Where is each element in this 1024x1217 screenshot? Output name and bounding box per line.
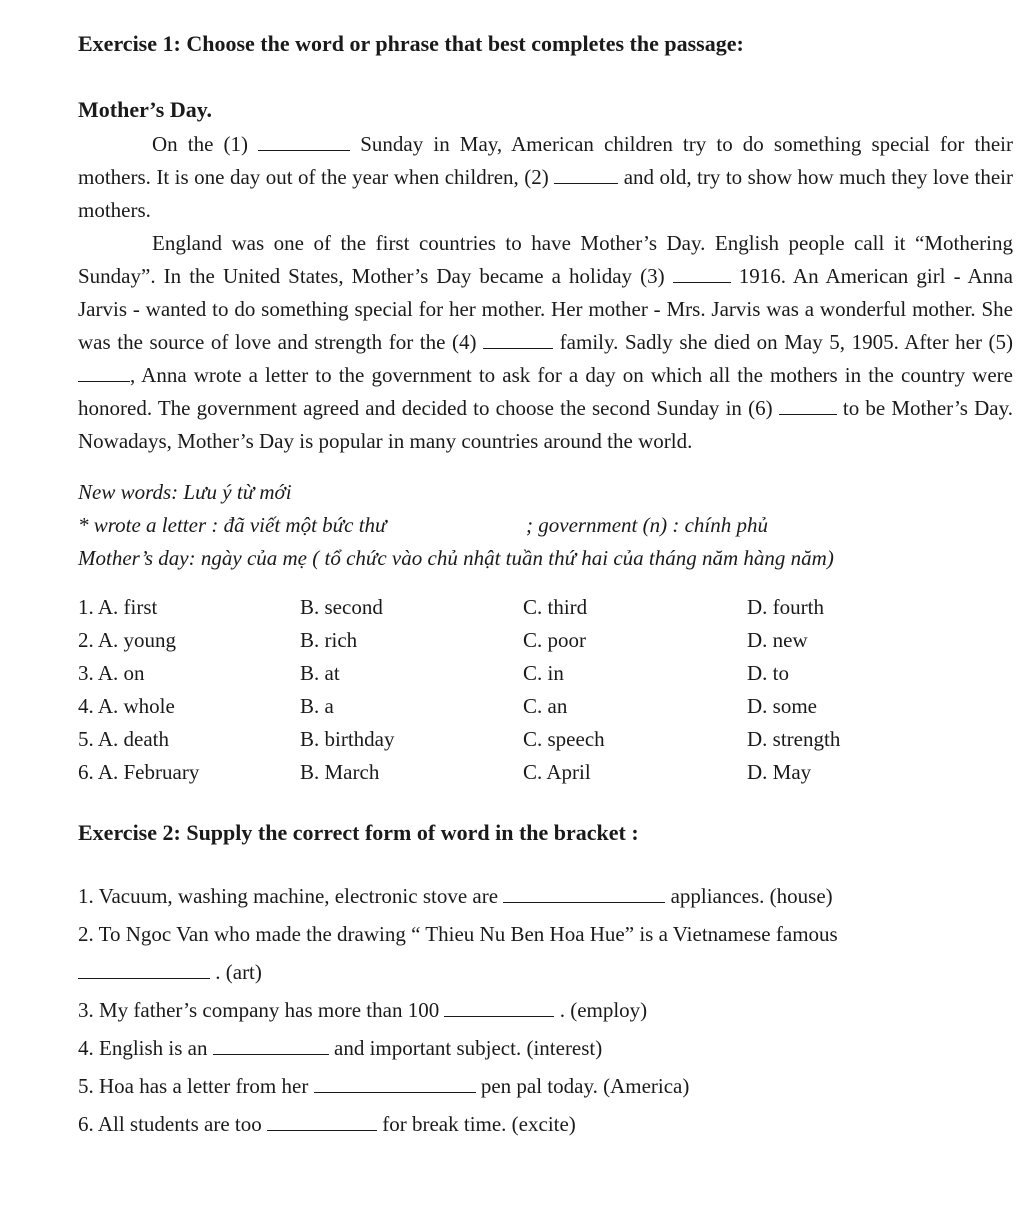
p2-text-b: 1916. An American girl - Anna Jarvis - wanted to do something special for her mother. Her mother - Mrs. Jarvis was a wonderful mother. She was the source of love and strength for the (4) — [78, 264, 1013, 354]
answer-options — [78, 591, 1013, 789]
blank-6[interactable] — [779, 396, 837, 415]
option-d[interactable]: D. some — [747, 694, 817, 718]
option-b[interactable]: B. rich — [300, 628, 358, 652]
option-row — [78, 657, 1013, 690]
new-words-heading: New words: Lưu ý từ mới — [78, 480, 292, 504]
option-b[interactable]: B. second — [300, 595, 383, 619]
option-a[interactable]: 6. A. February — [78, 760, 200, 784]
question-4 — [78, 1029, 1013, 1067]
blank-5[interactable] — [78, 363, 130, 382]
q6-text: 6. All students are too — [78, 1112, 267, 1136]
question-2 — [78, 915, 1013, 991]
option-a[interactable]: 4. A. whole — [78, 694, 175, 718]
exercise2-section — [78, 811, 1013, 1143]
question-3 — [78, 991, 1013, 1029]
blank-3[interactable] — [673, 264, 731, 283]
option-b[interactable]: B. birthday — [300, 727, 395, 751]
q5-text: 5. Hoa has a letter from her — [78, 1074, 314, 1098]
option-c[interactable]: C. in — [523, 661, 564, 685]
p2-text-a: England was one of the first countries to have Mother’s Day. English people call it “Mothering Sunday”. In the United States, Mother’s Day became a holiday (3) — [78, 231, 1013, 288]
answer-blank-1[interactable] — [503, 884, 665, 903]
q4-hint: and important subject. (interest) — [328, 1036, 603, 1060]
answer-blank-5[interactable] — [314, 1074, 476, 1093]
blank-1[interactable] — [258, 132, 350, 151]
passage-title: Mother’s Day. — [78, 97, 212, 122]
option-a[interactable]: 3. A. on — [78, 661, 145, 685]
exercise2-title: Exercise 2: Supply the correct form of word in the bracket : — [78, 820, 639, 845]
blank-4[interactable] — [483, 330, 553, 349]
new-words-section — [78, 476, 1013, 575]
blank-2[interactable] — [554, 165, 618, 184]
q6-hint: for break time. (excite) — [376, 1112, 576, 1136]
answer-blank-2[interactable] — [78, 960, 210, 979]
p2-text-c: family. Sadly she died on May 5, 1905. After her (5) — [553, 330, 1013, 354]
q1-text: 1. Vacuum, washing machine, electronic stove are — [78, 884, 504, 908]
question-5 — [78, 1067, 1013, 1105]
option-row — [78, 624, 1013, 657]
p2-text-e: to be Mother’s Day. Nowadays, Mother’s Day is popular in many countries around the world. — [78, 396, 1013, 453]
option-c[interactable]: C. poor — [523, 628, 586, 652]
q3-text: 3. My father’s company has more than 100 — [78, 998, 445, 1022]
option-d[interactable]: D. strength — [747, 727, 841, 751]
answer-blank-3[interactable] — [444, 998, 554, 1017]
p1-text-c: and old, try to show how much they love their mothers. — [78, 165, 1013, 222]
new-word-wrote-a-letter: * wrote a letter : đã viết một bức thư — [78, 513, 387, 537]
p1-text-a: On the (1) — [152, 132, 259, 156]
q5-hint: pen pal today. (America) — [475, 1074, 690, 1098]
option-a[interactable]: 5. A. death — [78, 727, 169, 751]
answer-blank-6[interactable] — [267, 1112, 377, 1131]
option-row — [78, 690, 1013, 723]
worksheet-page — [78, 22, 1013, 1143]
question-6 — [78, 1105, 1013, 1143]
option-row — [78, 723, 1013, 756]
question-1 — [78, 877, 1013, 915]
option-c[interactable]: C. speech — [523, 727, 605, 751]
option-c[interactable]: C. third — [523, 595, 588, 619]
option-a[interactable]: 2. A. young — [78, 628, 177, 652]
option-c[interactable]: C. an — [523, 694, 568, 718]
new-words-line-1 — [78, 509, 1013, 542]
new-words-line-2: Mother’s day: ngày của mẹ ( tổ chức vào chủ nhật tuần thứ hai của tháng năm hàng năm) — [78, 546, 834, 570]
option-b[interactable]: B. a — [300, 694, 334, 718]
q4-text: 4. English is an — [78, 1036, 213, 1060]
option-a[interactable]: 1. A. first — [78, 595, 158, 619]
option-c[interactable]: C. April — [523, 760, 591, 784]
answer-blank-4[interactable] — [213, 1036, 329, 1055]
passage-paragraph-1 — [78, 128, 1013, 227]
option-d[interactable]: D. fourth — [747, 595, 824, 619]
option-d[interactable]: D. new — [747, 628, 808, 652]
option-b[interactable]: B. at — [300, 661, 340, 685]
passage-paragraph-2 — [78, 227, 1013, 458]
option-d[interactable]: D. May — [747, 760, 812, 784]
q3-hint: . (employ) — [554, 998, 648, 1022]
option-b[interactable]: B. March — [300, 760, 380, 784]
option-row — [78, 756, 1013, 789]
option-row — [78, 591, 1013, 624]
option-d[interactable]: D. to — [747, 661, 789, 685]
new-word-government: ; government (n) : chính phủ — [526, 513, 769, 537]
q2-hint: . (art) — [210, 960, 262, 984]
q1-hint: appliances. (house) — [665, 884, 833, 908]
exercise1-title: Exercise 1: Choose the word or phrase that best completes the passage: — [78, 31, 744, 56]
p2-text-d: , Anna wrote a letter to the government to ask for a day on which all the mothers in the country were honored. The government agreed and decided to choose the second Sunday in (6) — [78, 363, 1013, 420]
p1-text-b: Sunday in May, American children try to do something special for their mothers. It is one day out of the year when children, (2) — [78, 132, 1013, 189]
q2-text: 2. To Ngoc Van who made the drawing “ Thieu Nu Ben Hoa Hue” is a Vietnamese famous — [78, 922, 838, 946]
